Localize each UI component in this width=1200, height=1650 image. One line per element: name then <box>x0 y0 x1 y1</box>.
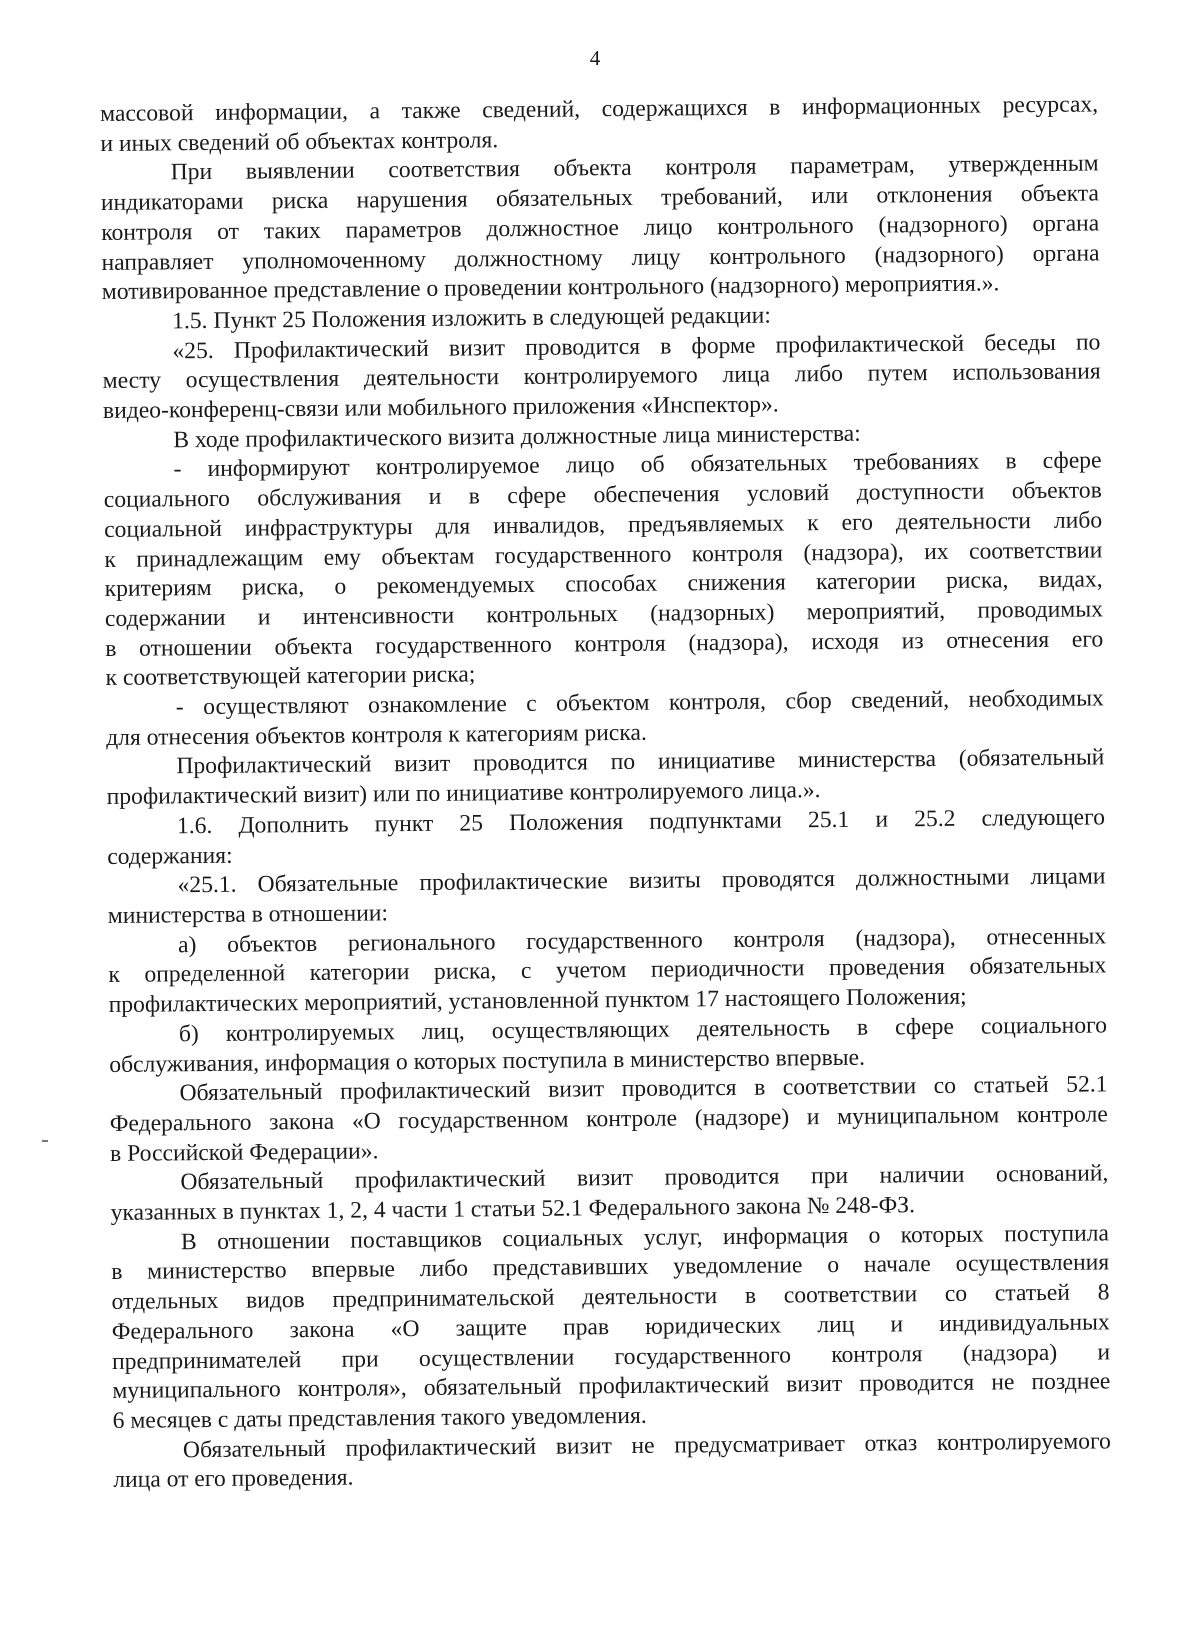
text-line: а) объектов регионального государственного контроля (надзора), отнесенных <box>177 923 1107 958</box>
text-line: видео-конференц-связи или мобильного приложения «Инспектор». <box>102 391 779 425</box>
text-line: в министерство впервые либо представивших уведомление о начале осуществления <box>111 1249 1110 1286</box>
text-line: к определенной категории риска, с учетом периодичности проведения обязательных <box>108 952 1107 989</box>
text-line: социальной инфраструктуры для инвалидов, предъявляемых к его деятельности либо <box>104 507 1103 543</box>
text-line: индикаторами риска нарушения обязательных требований, или отклонения объекта <box>100 180 1100 217</box>
text-line: направляет уполномоченному должностному лицу контрольного (надзорного) органа <box>101 239 1100 276</box>
text-line: 1.5. Пункт 25 Положения изложить в следующей редакции: <box>172 302 772 335</box>
text-line: В ходе профилактического визита должностные лица министерства: <box>173 420 861 454</box>
text-line: «25.1. Обязательные профилактические визиты проводятся должностными лицами <box>177 863 1106 899</box>
text-line: социального обслуживания и в сфере обеспечения условий доступности объектов <box>103 477 1102 514</box>
text-line: министерства в отношении: <box>107 900 389 929</box>
text-line: контроля от таких параметров должностное лицо контрольного (надзорного) органа <box>101 210 1100 246</box>
text-line: Федерального закона «О защите прав юридических лиц и индивидуальных <box>111 1309 1110 1345</box>
text-line: в Российской Федерации». <box>109 1137 379 1167</box>
text-line: предпринимателей при осуществлении государственного контроля (надзора) и <box>111 1338 1111 1375</box>
margin-mark <box>42 1140 48 1142</box>
text-line: муниципального контроля», обязательный профилактический визит проводится не позднее <box>112 1368 1111 1405</box>
text-line: - информируют контролируемое лицо об обязательных требованиях в сфере <box>173 447 1102 483</box>
text-line: - осуществляют ознакомление с объектом контроля, сбор сведений, необходимых <box>175 685 1104 721</box>
text-line: для отнесения объектов контроля к категориям риска. <box>105 719 647 751</box>
text-line: В отношении поставщиков социальных услуг, информация о которых поступила <box>180 1220 1110 1255</box>
text-line: обслуживания, информация о которых поступила в министерство впервые. <box>109 1044 866 1078</box>
text-line: содержании и интенсивности контрольных (надзорных) мероприятий, проводимых <box>104 596 1104 632</box>
text-line: отдельных видов предпринимательской деятельности в соответствии со статьей 8 <box>111 1279 1110 1316</box>
text-line: массовой информации, а также сведений, содержащихся в информационных ресурсах, <box>100 91 1099 127</box>
page-number: 4 <box>589 46 601 70</box>
text-line: 1.6. Дополнить пункт 25 Положения подпунктами 25.1 и 25.2 следующего <box>176 804 1106 840</box>
text-line: мотивированное представление о проведении контрольного (надзорного) мероприятия.». <box>101 270 1000 306</box>
text-line: профилактических мероприятий, установленной пунктом 17 настоящего Положения; <box>108 983 967 1019</box>
text-line: профилактический визит) или по инициативе контролируемого лица.». <box>106 777 821 811</box>
text-line: Профилактический визит проводится по инициативе министерства (обязательный <box>176 744 1105 780</box>
text-line: к соответствующей категории риска; <box>105 661 476 692</box>
text-line: в отношении объекта государственного контроля (надзора), исходя из отнесения его <box>105 626 1104 662</box>
text-line: Обязательный профилактический визит не предусматривает отказ контролируемого <box>182 1427 1112 1463</box>
text-line: критериям риска, о рекомендуемых способах снижения категории риска, видах, <box>104 566 1103 603</box>
text-line: При выявлении соответствия объекта контроля параметрам, утвержденным <box>170 150 1099 186</box>
text-line: 6 месяцев с даты представления такого уведомления. <box>112 1402 647 1434</box>
text-line: Обязательный профилактический визит проводится в соответствии со статьей 52.1 <box>179 1071 1108 1107</box>
text-line: содержания: <box>107 842 233 870</box>
text-line: указанных в пунктах 1, 2, 4 части 1 статьи 52.1 Федерального закона № 248-ФЗ. <box>110 1192 916 1226</box>
text-line: лица от его проведения. <box>113 1464 354 1494</box>
text-line: месту осуществления деятельности контролируемого лица либо путем использования <box>102 358 1101 395</box>
text-line: «25. Профилактический визит проводится в форме профилактической беседы по <box>172 329 1101 364</box>
text-line: и иных сведений об объектах контроля. <box>100 126 499 157</box>
text-line: б) контролируемых лиц, осуществляющих деятельность в сфере социального <box>178 1012 1108 1048</box>
text-line: к принадлежащим ему объектам государственного контроля (надзора), их соответствии <box>104 536 1103 573</box>
document-body <box>100 90 1111 1496</box>
text-line: Обязательный профилактический визит проводится при наличии оснований, <box>180 1160 1109 1196</box>
text-line: Федерального закона «О государственном контроле (надзоре) и муниципальном контроле <box>109 1101 1108 1137</box>
